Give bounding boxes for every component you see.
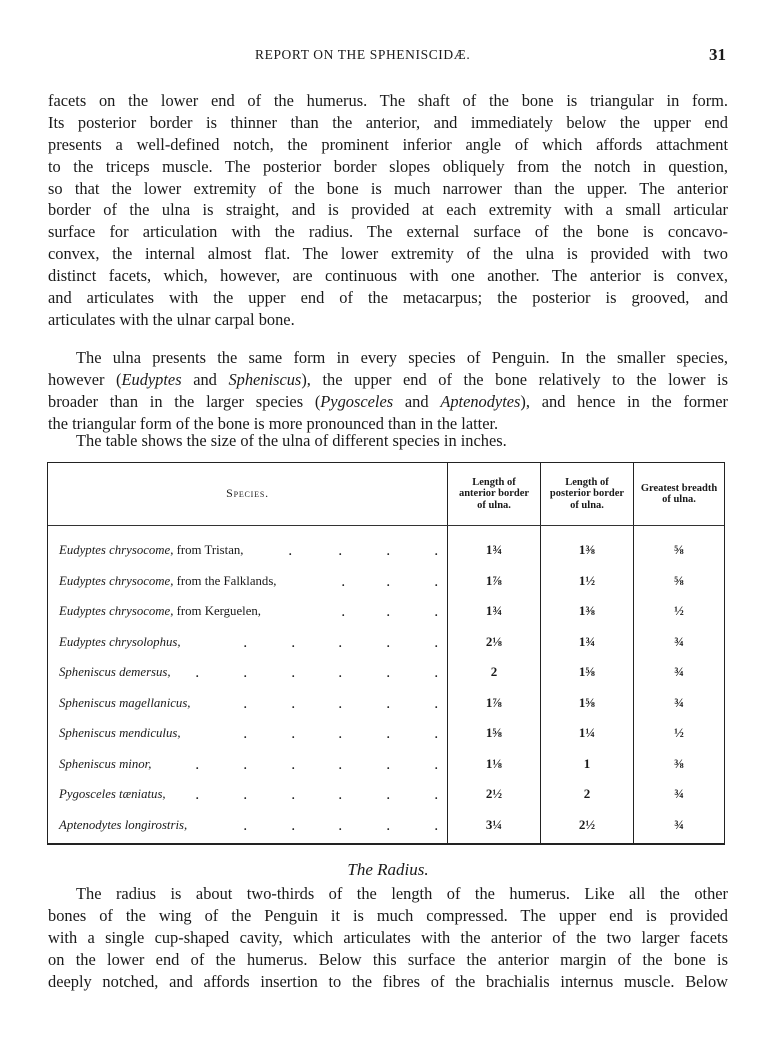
genus-name: Pygosceles bbox=[320, 391, 394, 411]
header-line: anterior border bbox=[458, 488, 530, 500]
leader-dot: . bbox=[386, 726, 391, 742]
text-line: The table shows the size of the ulna of different species in inches. bbox=[76, 431, 507, 450]
page-number: 31 bbox=[709, 45, 726, 64]
leader-dot: . bbox=[434, 817, 439, 834]
leader-dot: . bbox=[338, 787, 343, 803]
text-run: and bbox=[393, 391, 441, 411]
column-header-posterior bbox=[541, 463, 633, 525]
paragraph-radius-description bbox=[48, 883, 728, 992]
anterior-length-cell: 2½ bbox=[485, 786, 503, 801]
leader-dot: . bbox=[386, 787, 391, 803]
table-row bbox=[48, 810, 724, 840]
leader-dot: . bbox=[386, 543, 391, 559]
species-name: Spheniscus minor, bbox=[59, 756, 152, 771]
text-line: Its posterior border is thinner than the anterior, and immediately below the upper end bbox=[48, 112, 728, 132]
table-row bbox=[48, 566, 724, 596]
column-header-anterior bbox=[448, 463, 540, 525]
header-line: Length of bbox=[472, 476, 516, 488]
text-run: ), and hence in the former bbox=[520, 391, 729, 411]
leader-dot: . bbox=[243, 817, 248, 834]
greatest-breadth-cell: ⅝ bbox=[674, 542, 684, 557]
text-line: distinct facets, which, however, are continuous with one another. The anterior is convex, bbox=[48, 266, 728, 286]
leader-dot: . bbox=[195, 665, 200, 681]
column-header-species: Species. bbox=[226, 486, 269, 501]
leader-dots bbox=[48, 657, 439, 687]
greatest-breadth-cell: ⅝ bbox=[674, 572, 684, 588]
species-name: Eudyptes chrysocome bbox=[59, 543, 171, 557]
leader-dots bbox=[48, 566, 439, 596]
posterior-length-cell: 1⅝ bbox=[578, 664, 596, 679]
leader-dots bbox=[48, 596, 439, 626]
species-locality: , from Kerguelen, bbox=[170, 604, 261, 618]
section-heading-radius: The Radius. bbox=[347, 860, 429, 879]
leader-dot: . bbox=[434, 604, 439, 620]
leader-dot: . bbox=[243, 695, 248, 712]
header-line: posterior border bbox=[549, 488, 625, 500]
text-line: bones of the wing of the Penguin it is much compressed. The upper end is provided bbox=[48, 905, 728, 925]
leader-dot: . bbox=[434, 726, 439, 742]
leader-dot: . bbox=[291, 726, 296, 742]
leader-dot: . bbox=[338, 817, 343, 834]
text-line: facets on the lower end of the humerus. The shaft of the bone is triangular in form. bbox=[48, 91, 728, 110]
leader-dots bbox=[48, 749, 439, 779]
paragraph-table-intro bbox=[48, 430, 728, 452]
leader-dot: . bbox=[434, 634, 439, 651]
leader-dot: . bbox=[243, 634, 248, 651]
greatest-breadth-cell: ½ bbox=[674, 725, 684, 740]
greatest-breadth-cell: ¾ bbox=[674, 816, 684, 832]
leader-dots bbox=[48, 718, 439, 748]
species-name: Spheniscus demersus, bbox=[59, 665, 171, 679]
leader-dot: . bbox=[386, 665, 391, 681]
table-row bbox=[48, 535, 724, 565]
leader-dot: . bbox=[338, 634, 343, 651]
leader-dot: . bbox=[434, 695, 439, 712]
text-line: border of the ulna is straight, and is provided at each extremity with a small articular bbox=[48, 200, 728, 220]
leader-dot: . bbox=[291, 787, 296, 803]
header-line: of ulna. bbox=[477, 499, 511, 511]
text-run: and bbox=[181, 369, 229, 389]
genus-name: Spheniscus bbox=[228, 369, 302, 389]
leader-dot: . bbox=[195, 756, 200, 773]
leader-dot: . bbox=[291, 817, 296, 834]
text-line: deeply notched, and affords insertion to the fibres of the brachialis internus muscle. Below bbox=[48, 971, 728, 991]
posterior-length-cell: 1⅜ bbox=[578, 542, 596, 557]
table-row bbox=[48, 749, 724, 779]
text-line: with a single cup-shaped cavity, which articulates with the anterior of the two larger facets bbox=[48, 927, 728, 947]
leader-dot: . bbox=[434, 665, 439, 681]
text-line: to the triceps muscle. The posterior border slopes obliquely from the notch in question, bbox=[48, 156, 728, 176]
leader-dots bbox=[48, 810, 439, 840]
header-line: Length of bbox=[565, 476, 609, 488]
species-name: Spheniscus magellanicus, bbox=[59, 695, 191, 710]
table-row bbox=[48, 627, 724, 657]
table-row bbox=[48, 779, 724, 809]
species-name: Pygosceles tæniatus, bbox=[59, 787, 166, 801]
anterior-length-cell: 2⅛ bbox=[485, 633, 503, 649]
posterior-length-cell: 1¼ bbox=[578, 725, 596, 740]
paragraph-species-form bbox=[48, 347, 728, 435]
leader-dot: . bbox=[338, 665, 343, 681]
ulna-size-table bbox=[47, 462, 725, 845]
species-name: Aptenodytes longirostris, bbox=[59, 817, 188, 832]
text-line: The radius is about two-thirds of the length of the humerus. Like all the other bbox=[76, 884, 728, 903]
posterior-length-cell: 2½ bbox=[578, 816, 596, 832]
table-row bbox=[48, 657, 724, 687]
greatest-breadth-cell: ¾ bbox=[674, 694, 684, 710]
species-name: Eudyptes chrysolophus, bbox=[59, 634, 181, 649]
posterior-length-cell: 1¾ bbox=[578, 633, 596, 649]
text-line: The ulna presents the same form in every species of Penguin. In the smaller species, bbox=[76, 348, 728, 367]
species-name: Eudyptes chrysocome bbox=[59, 604, 171, 618]
text-line: convex, the internal almost flat. The lower extremity of the ulna is provided with two bbox=[48, 244, 728, 264]
leader-dot: . bbox=[243, 787, 248, 803]
leader-dot: . bbox=[291, 695, 296, 712]
greatest-breadth-cell: ⅜ bbox=[674, 755, 684, 771]
text-line bbox=[48, 391, 728, 413]
anterior-length-cell: 1⅝ bbox=[485, 725, 503, 740]
header-line: Greatest breadth bbox=[640, 482, 718, 494]
leader-dots bbox=[48, 688, 439, 718]
header-line: of ulna. bbox=[570, 499, 604, 511]
leader-dot: . bbox=[386, 695, 391, 712]
anterior-length-cell: 1⅛ bbox=[485, 755, 503, 771]
text-line: so that the lower extremity of the bone is much narrower than the upper. The anterior bbox=[48, 178, 728, 198]
leader-dot: . bbox=[386, 573, 391, 590]
text-line: articulates with the ulnar carpal bone. bbox=[48, 309, 295, 329]
anterior-length-cell: 1¾ bbox=[485, 542, 503, 557]
leader-dot: . bbox=[434, 756, 439, 773]
leader-dot: . bbox=[195, 787, 200, 803]
leader-dot: . bbox=[291, 665, 296, 681]
paragraph-ulna-description bbox=[48, 90, 728, 331]
leader-dots bbox=[48, 535, 439, 565]
table-row bbox=[48, 688, 724, 718]
leader-dot: . bbox=[243, 665, 248, 681]
text-run: ), the upper end of the bone relatively to the lower is bbox=[301, 369, 728, 389]
leader-dot: . bbox=[434, 573, 439, 590]
posterior-length-cell: 1⅜ bbox=[578, 603, 596, 618]
greatest-breadth-cell: ½ bbox=[674, 603, 684, 618]
leader-dot: . bbox=[243, 726, 248, 742]
species-name: Spheniscus mendiculus, bbox=[59, 726, 181, 740]
anterior-length-cell: 3¼ bbox=[485, 816, 503, 832]
leader-dot: . bbox=[434, 787, 439, 803]
greatest-breadth-cell: ¾ bbox=[674, 786, 684, 801]
anterior-length-cell: 1⅞ bbox=[485, 572, 503, 588]
anterior-length-cell: 1⅞ bbox=[485, 694, 503, 710]
leader-dot: . bbox=[243, 756, 248, 773]
header-separator bbox=[48, 525, 724, 526]
leader-dot: . bbox=[434, 543, 439, 559]
leader-dot: . bbox=[338, 756, 343, 773]
anterior-length-cell: 1¾ bbox=[485, 603, 503, 618]
leader-dots bbox=[48, 779, 439, 809]
text-line bbox=[48, 369, 728, 391]
leader-dot: . bbox=[386, 817, 391, 834]
leader-dot: . bbox=[341, 604, 346, 620]
genus-name: Aptenodytes bbox=[440, 391, 521, 411]
leader-dot: . bbox=[338, 726, 343, 742]
text-run: however ( bbox=[48, 369, 122, 389]
leader-dot: . bbox=[338, 695, 343, 712]
leader-dots bbox=[48, 627, 439, 657]
running-title: REPORT ON THE SPHENISCIDÆ. bbox=[255, 47, 471, 62]
species-name: Eudyptes chrysocome bbox=[59, 573, 171, 588]
greatest-breadth-cell: ¾ bbox=[674, 633, 684, 649]
leader-dot: . bbox=[291, 756, 296, 773]
posterior-length-cell: 1⅝ bbox=[578, 694, 596, 710]
text-line: presents a well-defined notch, the prominent inferior angle of which affords attachment bbox=[48, 134, 728, 154]
posterior-length-cell: 1 bbox=[583, 755, 591, 771]
leader-dot: . bbox=[386, 604, 391, 620]
text-line: on the lower end of the humerus. Below this surface the anterior margin of the bone is bbox=[48, 949, 728, 969]
text-line: surface for articulation with the radius. The external surface of the bone is concavo- bbox=[48, 222, 728, 242]
running-header bbox=[0, 47, 776, 67]
greatest-breadth-cell: ¾ bbox=[674, 664, 684, 679]
column-header-breadth bbox=[634, 463, 724, 525]
text-run: broader than in the larger species ( bbox=[48, 391, 321, 411]
species-locality: , from Tristan, bbox=[170, 543, 244, 557]
text-line: the triangular form of the bone is more pronounced than in the latter. bbox=[48, 413, 499, 433]
posterior-length-cell: 2 bbox=[583, 786, 591, 801]
leader-dot: . bbox=[291, 634, 296, 651]
species-locality: , from the Falklands, bbox=[170, 573, 277, 588]
table-row bbox=[48, 718, 724, 748]
text-line: and articulates with the upper end of the metacarpus; the posterior is grooved, and bbox=[48, 288, 728, 308]
table-row bbox=[48, 596, 724, 626]
leader-dot: . bbox=[386, 756, 391, 773]
leader-dot: . bbox=[288, 543, 293, 559]
leader-dot: . bbox=[338, 543, 343, 559]
leader-dot: . bbox=[341, 573, 346, 590]
posterior-length-cell: 1½ bbox=[578, 572, 596, 588]
anterior-length-cell: 2 bbox=[490, 664, 498, 679]
header-line: of ulna. bbox=[662, 494, 696, 505]
leader-dot: . bbox=[386, 634, 391, 651]
genus-name: Eudyptes bbox=[121, 369, 182, 389]
